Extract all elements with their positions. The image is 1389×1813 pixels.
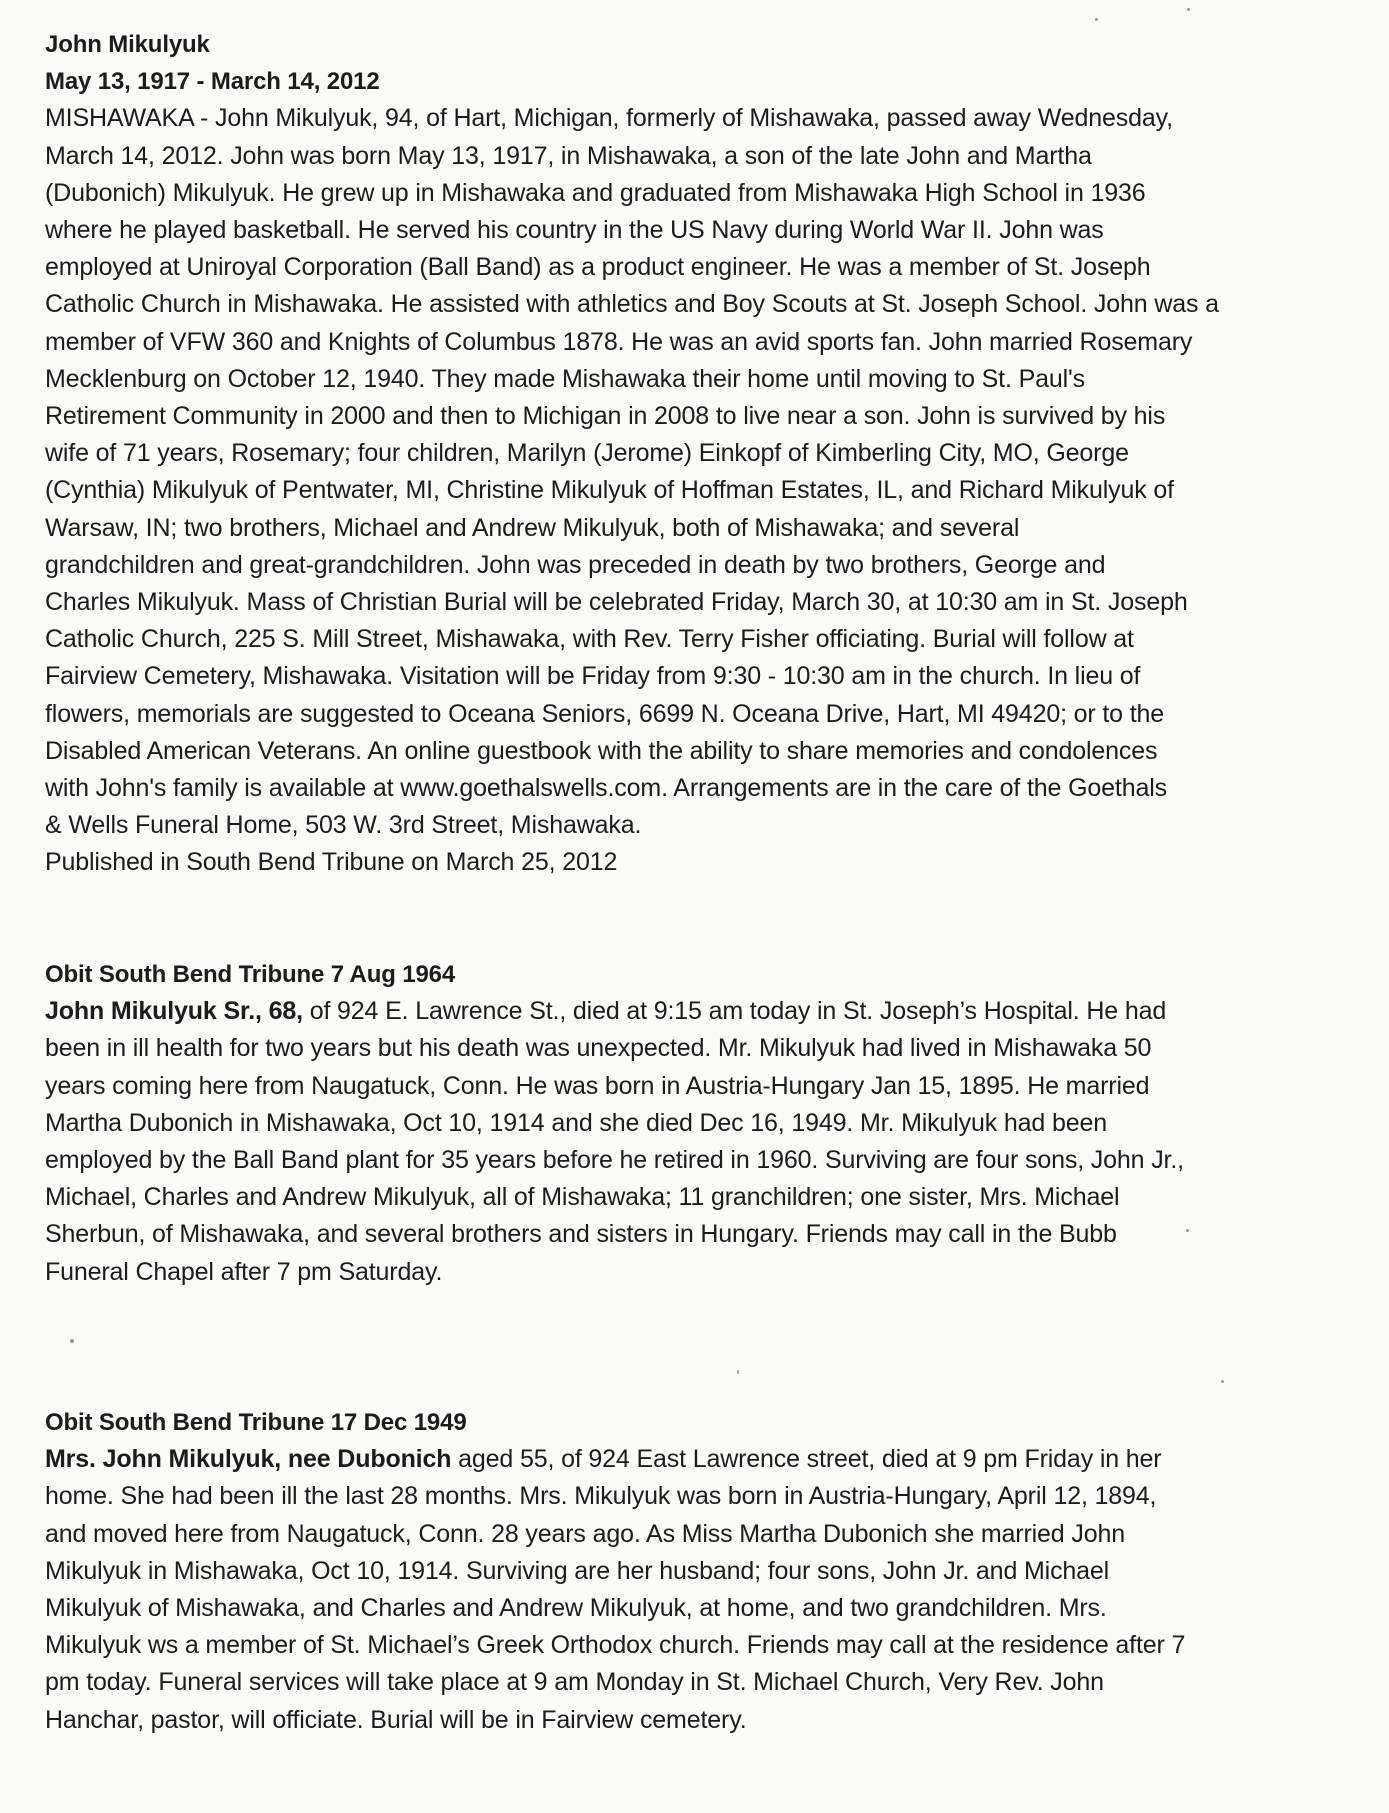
obit1-line: MISHAWAKA - John Mikulyuk, 94, of Hart, Michigan, formerly of Mishawaka, passed away Wednesday, [45,104,1173,133]
obit1-line: Catholic Church in Mishawaka. He assisted with athletics and Boy Scouts at St. Joseph School. John was a [45,290,1219,319]
obit1-line: Catholic Church, 225 S. Mill Street, Mishawaka, with Rev. Terry Fisher officiating. Burial will follow at [45,625,1134,654]
obit3-heading: Obit South Bend Tribune 17 Dec 1949 [45,1409,467,1436]
obit1-line: flowers, memorials are suggested to Oceana Seniors, 6699 N. Oceana Drive, Hart, MI 49420; or to the [45,699,1165,728]
obituary-mrs-john-mikulyuk-1949 [45,1404,1355,1739]
obit1-body [45,100,1355,881]
obit2-line: Funeral Chapel after 7 pm Saturday. [45,1257,443,1286]
obit2-lead-name: John Mikulyuk Sr., 68, [45,997,303,1026]
obit2-heading: Obit South Bend Tribune 7 Aug 1964 [45,961,456,988]
scan-speck [1187,8,1190,11]
obit1-line: Fairview Cemetery, Mishawaka. Visitation will be Friday from 9:30 - 10:30 am in the church. In lieu of [45,662,1141,691]
obit3-line: Mikulyuk ws a member of St. Michael’s Greek Orthodox church. Friends may call at the residence after 7 [45,1631,1186,1660]
obit3-line: and moved here from Naugatuck, Conn. 28 years ago. As Miss Martha Dubonich she married John [45,1519,1125,1548]
obit1-line: March 14, 2012. John was born May 13, 1917, in Mishawaka, a son of the late John and Martha [45,141,1092,170]
obituary-john-mikulyuk-2012 [45,26,1355,882]
scan-speck [1095,18,1098,21]
obit1-line: (Dubonich) Mikulyuk. He grew up in Mishawaka and graduated from Mishawaka High School in 1936 [45,178,1146,207]
obit2-line: been in ill health for two years but his death was unexpected. Mr. Mikulyuk had lived in Mishawaka 50 [45,1034,1152,1063]
obit1-line: employed at Uniroyal Corporation (Ball Band) as a product engineer. He was a member of St. Joseph [45,253,1151,282]
obit2-lead-text: of 924 E. Lawrence St., died at 9:15 am today in St. Joseph’s Hospital. He had [302,997,1167,1026]
obit2-line: years coming here from Naugatuck, Conn. He was born in Austria-Hungary Jan 15, 1895. He married [45,1071,1150,1100]
obit3-lead-text: aged 55, of 924 East Lawrence street, died at 9 pm Friday in her [451,1445,1162,1474]
obit1-published: Published in South Bend Tribune on March 25, 2012 [45,848,618,877]
obit1-line: Mecklenburg on October 12, 1940. They made Mishawaka their home until moving to St. Paul's [45,364,1085,393]
obit3-lead-line [45,1441,1355,1478]
obit2-line: employed by the Ball Band plant for 35 years before he retired in 1960. Surviving are four sons, John Jr., [45,1146,1184,1175]
obit1-line: where he played basketball. He served his country in the US Navy during World War II. John was [45,216,1104,245]
obit1-line: grandchildren and great-grandchildren. John was preceded in death by two brothers, George and [45,550,1106,579]
obit1-line: wife of 71 years, Rosemary; four children, Marilyn (Jerome) Einkopf of Kimberling City, MO, George [45,439,1129,468]
obit1-name: John Mikulyuk [45,31,210,58]
obit2-line: Martha Dubonich in Mishawaka, Oct 10, 1914 and she died Dec 16, 1949. Mr. Mikulyuk had been [45,1108,1107,1137]
obit1-line: & Wells Funeral Home, 503 W. 3rd Street, Mishawaka. [45,811,642,840]
obit2-line: Sherbun, of Mishawaka, and several brothers and sisters in Hungary. Friends may call in the Bubb [45,1220,1117,1249]
obit3-line: Hanchar, pastor, will officiate. Burial will be in Fairview cemetery. [45,1705,747,1734]
obit2-line: Michael, Charles and Andrew Mikulyuk, all of Mishawaka; 11 granchildren; one sister, Mrs. Michael [45,1183,1120,1212]
scan-speck [1221,1380,1224,1383]
obit1-line: Charles Mikulyuk. Mass of Christian Burial will be celebrated Friday, March 30, at 10:30 am in St. Joseph [45,588,1188,617]
obituary-john-mikulyuk-sr-1964 [45,956,1355,1291]
scan-speck [737,1370,739,1374]
obit3-line: Mikulyuk of Mishawaka, and Charles and Andrew Mikulyuk, at home, and two grandchildren. Mrs. [45,1594,1107,1623]
obit3-lead-name: Mrs. John Mikulyuk, nee Dubonich [45,1445,452,1474]
scan-speck [70,1339,74,1343]
obit1-line: Disabled American Veterans. An online guestbook with the ability to share memories and condolences [45,736,1158,765]
obit3-line: home. She had been ill the last 28 months. Mrs. Mikulyuk was born in Austria-Hungary, April 12, 1894, [45,1482,1157,1511]
obit3-line: pm today. Funeral services will take place at 9 am Monday in St. Michael Church, Very Rev. John [45,1668,1104,1697]
obit1-line: Retirement Community in 2000 and then to Michigan in 2008 to live near a son. John is survived by his [45,402,1166,431]
obit1-line: with John's family is available at www.goethalswells.com. Arrangements are in the care of the Goethals [45,774,1167,803]
obit1-line: Warsaw, IN; two brothers, Michael and Andrew Mikulyuk, both of Mishawaka; and several [45,513,1020,542]
obit1-line: (Cynthia) Mikulyuk of Pentwater, MI, Christine Mikulyuk of Hoffman Estates, IL, and Richard Mikulyuk of [45,476,1174,505]
scan-speck [1186,1229,1189,1232]
obit1-line: member of VFW 360 and Knights of Columbus 1878. He was an avid sports fan. John married Rosemary [45,327,1193,356]
obit3-line: Mikulyuk in Mishawaka, Oct 10, 1914. Surviving are her husband; four sons, John Jr. and Michael [45,1556,1110,1585]
obit1-dates: May 13, 1917 - March 14, 2012 [45,68,380,96]
obit2-lead-line [45,993,1355,1030]
